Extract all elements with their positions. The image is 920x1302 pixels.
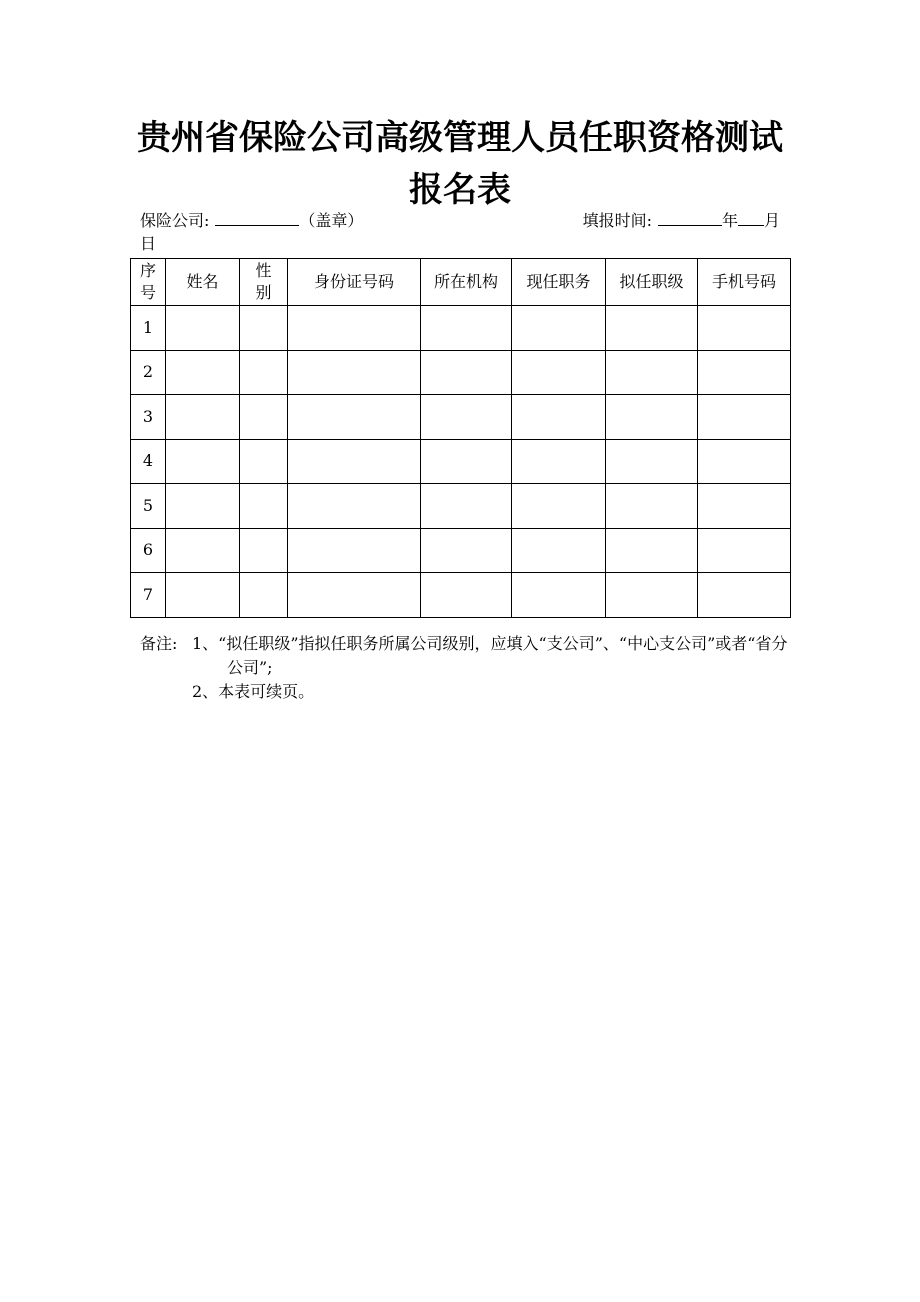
cell-organization[interactable]	[421, 306, 512, 351]
seal-label: （盖章）	[299, 211, 364, 230]
cell-organization[interactable]	[421, 484, 512, 529]
cell-mobile[interactable]	[698, 528, 791, 573]
cell-gender[interactable]	[240, 528, 288, 573]
cell-mobile[interactable]	[698, 350, 791, 395]
cell-gender[interactable]	[240, 439, 288, 484]
notes-label: 备注:	[140, 634, 178, 653]
cell-serial: 5	[131, 484, 166, 529]
cell-organization[interactable]	[421, 528, 512, 573]
cell-serial: 6	[131, 528, 166, 573]
cell-serial: 4	[131, 439, 166, 484]
company-input-line[interactable]	[215, 208, 299, 226]
cell-serial: 7	[131, 573, 166, 618]
table-row	[131, 350, 791, 395]
cell-serial: 3	[131, 395, 166, 440]
date-field	[583, 208, 780, 233]
cell-mobile[interactable]	[698, 573, 791, 618]
table-row	[131, 439, 791, 484]
cell-current-position[interactable]	[512, 439, 606, 484]
cell-gender[interactable]	[240, 573, 288, 618]
page-title: 贵州省保险公司高级管理人员任职资格测试报名表	[137, 118, 783, 210]
note-text-1: 1、“拟任职级”指拟任职务所属公司级别，应填入“支公司”、“中心支公司”或者“省分公司”;	[192, 634, 788, 677]
table-header-row	[131, 259, 791, 306]
company-label: 保险公司:	[140, 211, 210, 230]
cell-gender[interactable]	[240, 395, 288, 440]
cell-serial: 1	[131, 306, 166, 351]
header-serial: 序号	[131, 259, 166, 306]
cell-current-position[interactable]	[512, 573, 606, 618]
cell-mobile[interactable]	[698, 439, 791, 484]
notes	[140, 632, 788, 704]
cell-gender[interactable]	[240, 306, 288, 351]
cell-serial: 2	[131, 350, 166, 395]
cell-proposed-level[interactable]	[606, 395, 698, 440]
cell-id-number[interactable]	[288, 484, 421, 529]
cell-name[interactable]	[166, 350, 240, 395]
cell-proposed-level[interactable]	[606, 350, 698, 395]
cell-current-position[interactable]	[512, 528, 606, 573]
cell-organization[interactable]	[421, 573, 512, 618]
cell-organization[interactable]	[421, 439, 512, 484]
cell-id-number[interactable]	[288, 350, 421, 395]
cell-name[interactable]	[166, 395, 240, 440]
table-body	[131, 306, 791, 618]
cell-current-position[interactable]	[512, 306, 606, 351]
cell-current-position[interactable]	[512, 395, 606, 440]
cell-proposed-level[interactable]	[606, 306, 698, 351]
cell-id-number[interactable]	[288, 528, 421, 573]
table-row	[131, 306, 791, 351]
company-field	[140, 208, 363, 233]
month-input-line[interactable]	[738, 208, 764, 226]
note-item-2: 2、本表可续页。	[192, 682, 315, 701]
day-unit: 日	[140, 234, 157, 253]
cell-name[interactable]	[166, 528, 240, 573]
cell-gender[interactable]	[240, 350, 288, 395]
cell-current-position[interactable]	[512, 484, 606, 529]
cell-gender[interactable]	[240, 484, 288, 529]
header-mobile: 手机号码	[698, 259, 791, 306]
cell-mobile[interactable]	[698, 306, 791, 351]
table-row	[131, 484, 791, 529]
table-row	[131, 528, 791, 573]
header-current-position: 现任职务	[512, 259, 606, 306]
year-unit: 年	[721, 211, 738, 230]
note-item-1	[140, 632, 788, 680]
header-gender: 性别	[240, 259, 288, 306]
cell-name[interactable]	[166, 306, 240, 351]
table-row	[131, 395, 791, 440]
cell-organization[interactable]	[421, 350, 512, 395]
date-label: 填报时间:	[582, 211, 652, 230]
header-proposed-level: 拟任职级	[606, 259, 698, 306]
cell-mobile[interactable]	[698, 395, 791, 440]
cell-proposed-level[interactable]	[606, 573, 698, 618]
cell-name[interactable]	[166, 484, 240, 529]
header-id-number: 身份证号码	[288, 259, 421, 306]
year-input-line[interactable]	[658, 208, 722, 226]
registration-table	[130, 258, 791, 618]
month-unit: 月	[763, 211, 780, 230]
cell-name[interactable]	[166, 573, 240, 618]
cell-name[interactable]	[166, 439, 240, 484]
cell-id-number[interactable]	[288, 573, 421, 618]
header-name: 姓名	[166, 259, 240, 306]
cell-proposed-level[interactable]	[606, 484, 698, 529]
cell-id-number[interactable]	[288, 306, 421, 351]
cell-proposed-level[interactable]	[606, 528, 698, 573]
cell-id-number[interactable]	[288, 439, 421, 484]
cell-proposed-level[interactable]	[606, 439, 698, 484]
cell-organization[interactable]	[421, 395, 512, 440]
header-organization: 所在机构	[421, 259, 512, 306]
cell-current-position[interactable]	[512, 350, 606, 395]
cell-id-number[interactable]	[288, 395, 421, 440]
table-row	[131, 573, 791, 618]
cell-mobile[interactable]	[698, 484, 791, 529]
